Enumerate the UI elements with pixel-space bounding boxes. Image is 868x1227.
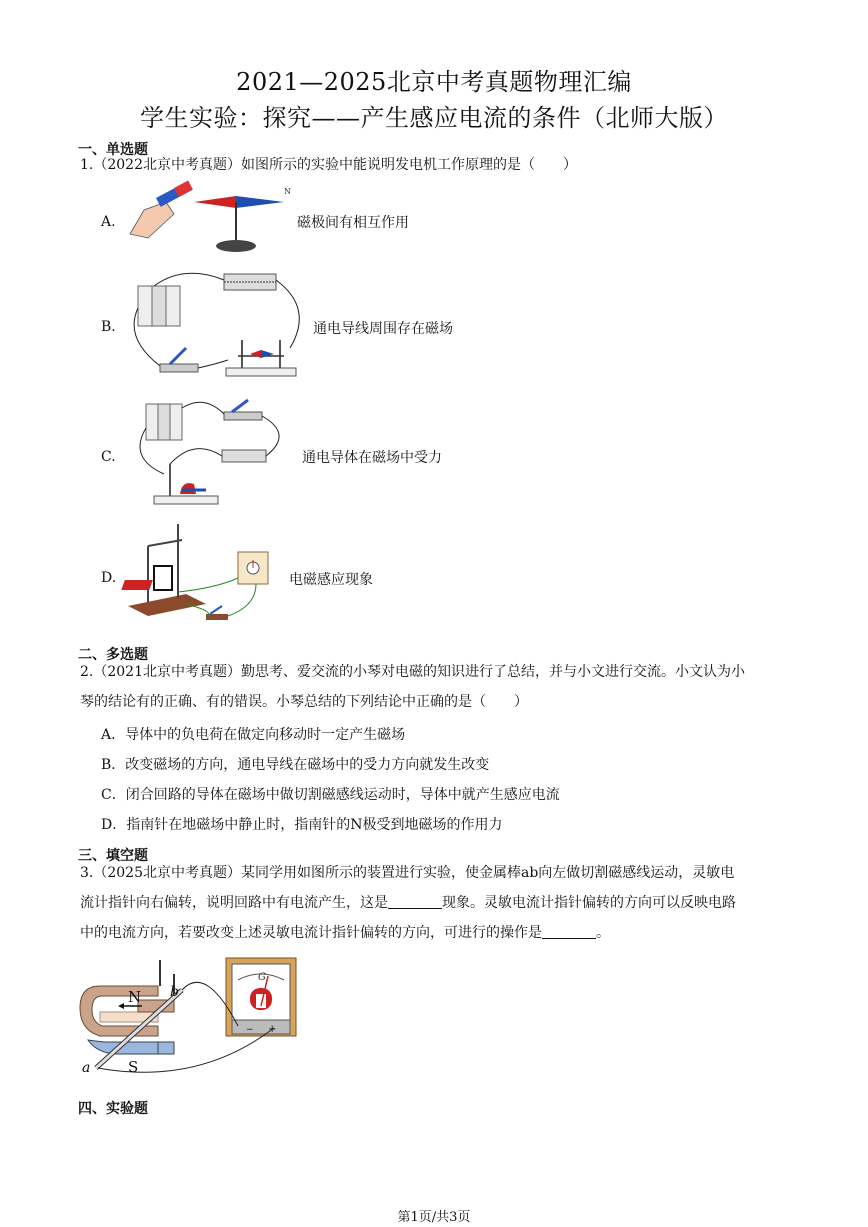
q1-option-a-figure (126, 184, 296, 256)
q2-option-c: C．闭合回路的导体在磁场中做切割磁感线运动时，导体中就产生感应电流 (101, 787, 560, 803)
q3-rod-end-a-label: a (82, 1060, 91, 1076)
q3-line-2-after-blank: 现象。灵敏电流计指针偏转的方向可以反映电路 (442, 895, 736, 911)
q3-magnet-n-label: N (128, 988, 142, 1006)
q1-option-c-figure (124, 398, 300, 514)
q2-option-a: A．导体中的负电荷在做定向移动时一定产生磁场 (101, 727, 406, 743)
q3-line-1: 3.（2025北京中考真题）某同学用如图所示的装置进行实验，使金属棒ab向左做切割磁感线运动，灵敏电 (80, 865, 735, 881)
q3-line-3-before-blank: 中的电流方向，若要改变上述灵敏电流计指针偏转的方向，可进行的操作是 (80, 925, 542, 941)
q1-option-d-figure (126, 522, 274, 622)
svg-text:−: − (246, 1025, 254, 1035)
title-line-2: 学生实验：探究——产生感应电流的条件（北师大版） (140, 104, 728, 132)
q3-line-2 (80, 888, 792, 918)
q2-option-d: D．指南针在地磁场中静止时，指南针的N极受到地磁场的作用力 (101, 817, 503, 833)
q3-galvanometer-label: G (258, 972, 266, 983)
section-heading-experiment: 四、实验题 (78, 1101, 148, 1117)
svg-text:N: N (284, 187, 291, 196)
q1-option-a-letter: A. (101, 214, 116, 230)
q2-option-b: B．改变磁场的方向，通电导线在磁场中的受力方向就发生改变 (101, 757, 490, 773)
q1-option-b-caption: 通电导线周围存在磁场 (313, 321, 453, 337)
q1-stem: 1.（2022北京中考真题）如图所示的实验中能说明发电机工作原理的是（ ） (80, 157, 577, 173)
q3-magnet-s-label: S (128, 1058, 139, 1076)
q1-option-c-letter: C. (101, 449, 116, 465)
q1-option-d-caption: 电磁感应现象 (289, 572, 373, 588)
q2-stem-line-2: 琴的结论有的正确、有的错误。小琴总结的下列结论中正确的是（ ） (80, 694, 528, 710)
q3-line-2-before-blank: 流计指针向右偏转，说明回路中有电流产生，这是 (80, 895, 388, 911)
q3-line-3-end: 。 (596, 925, 610, 941)
section-heading-single-choice: 一、单选题 (78, 142, 148, 158)
section-heading-multiple-choice: 二、多选题 (78, 647, 148, 663)
q2-stem-line-1: 2.（2021北京中考真题）勤思考、爱交流的小琴对电磁的知识进行了总结，并与小文进行交流。小文认为小 (80, 664, 745, 680)
q3-blank-2[interactable] (542, 924, 596, 939)
q1-option-d-letter: D. (101, 570, 117, 586)
title-line-1: 2021—2025北京中考真题物理汇编 (236, 68, 632, 96)
q3-blank-1[interactable] (388, 894, 442, 909)
q1-option-b-letter: B. (101, 319, 116, 335)
q1-option-c-caption: 通电导体在磁场中受力 (302, 450, 442, 466)
svg-text:+: + (268, 1024, 277, 1035)
page-footer: 第1页/共3页 (397, 1210, 471, 1225)
q1-option-a-caption: 磁极间有相互作用 (297, 215, 409, 231)
q1-option-b-figure (124, 268, 304, 386)
q3-apparatus-figure (78, 956, 308, 1080)
section-heading-fill-blank: 三、填空题 (78, 848, 148, 864)
q3-line-3 (80, 918, 792, 948)
q3-rod-end-b-label: b (170, 984, 179, 1000)
